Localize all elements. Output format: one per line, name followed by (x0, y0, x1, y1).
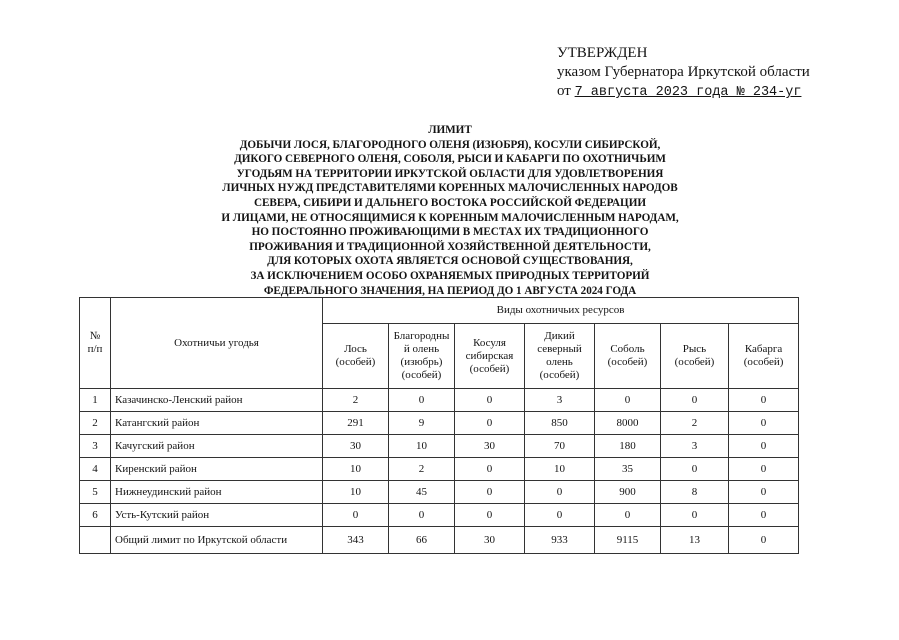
limit-value: 0 (389, 504, 455, 527)
limit-value: 0 (323, 504, 389, 527)
column-header: Косуля сибирская (особей) (455, 324, 525, 389)
limit-value: 30 (455, 435, 525, 458)
row-number: 6 (80, 504, 111, 527)
limit-value: 0 (729, 527, 799, 554)
limit-value: 30 (323, 435, 389, 458)
approval-stamp (557, 44, 887, 102)
column-header: Лось (особей) (323, 324, 389, 389)
limit-value: 0 (729, 389, 799, 412)
title-line: ЛИЧНЫХ НУЖД ПРЕДСТАВИТЕЛЯМИ КОРЕННЫХ МАЛОЧИСЛЕННЫХ НАРОДОВ (222, 182, 678, 195)
limit-value: 343 (323, 527, 389, 554)
limit-value: 0 (729, 412, 799, 435)
limit-value: 30 (455, 527, 525, 554)
limit-value: 66 (389, 527, 455, 554)
hunting-ground-name: Качугский район (111, 435, 323, 458)
limit-value: 0 (595, 389, 661, 412)
limit-value: 0 (455, 389, 525, 412)
row-number: 3 (80, 435, 111, 458)
limit-value: 35 (595, 458, 661, 481)
title-line: ДОБЫЧИ ЛОСЯ, БЛАГОРОДНОГО ОЛЕНЯ (ИЗЮБРЯ), КОСУЛИ СИБИРСКОЙ, (239, 138, 661, 151)
limit-value: 0 (661, 504, 729, 527)
title-line: ФЕДЕРАЛЬНОГО ЗНАЧЕНИЯ, НА ПЕРИОД ДО 1 АВГУСТА 2024 ГОДА (263, 284, 637, 297)
limit-value: 8 (661, 481, 729, 504)
column-header: Кабарга (особей) (729, 324, 799, 389)
approval-date-prefix: от (557, 83, 571, 99)
header-hunting-grounds: Охотничьи угодья (111, 298, 323, 389)
limit-value: 13 (661, 527, 729, 554)
limit-value: 70 (525, 435, 595, 458)
limit-value: 900 (595, 481, 661, 504)
limit-value: 0 (455, 481, 525, 504)
limit-value: 0 (729, 481, 799, 504)
title-line: ЗА ИСКЛЮЧЕНИЕМ ОСОБО ОХРАНЯЕМЫХ ПРИРОДНЫХ ТЕРРИТОРИЙ (250, 269, 650, 282)
total-row (80, 527, 799, 554)
header-num: № п/п (80, 298, 111, 389)
title-line: ПРОЖИВАНИЯ И ТРАДИЦИОННОЙ ХОЗЯЙСТВЕННОЙ ДЕЯТЕЛЬНОСТИ, (249, 240, 651, 253)
limit-value: 933 (525, 527, 595, 554)
limit-value: 0 (661, 458, 729, 481)
limit-value: 291 (323, 412, 389, 435)
limit-value: 0 (455, 504, 525, 527)
table-row (80, 412, 799, 435)
limit-value: 2 (323, 389, 389, 412)
table-header-row (80, 298, 799, 324)
hunting-ground-name: Нижнеудинский район (111, 481, 323, 504)
row-number: 4 (80, 458, 111, 481)
approval-authority: указом Губернатора Иркутской области (557, 64, 810, 80)
hunting-ground-name: Казачинско-Ленский район (111, 389, 323, 412)
table-row (80, 389, 799, 412)
approval-date-number: 7 августа 2023 года № 234-уг (574, 85, 802, 100)
limit-value: 9115 (595, 527, 661, 554)
table-row (80, 458, 799, 481)
limit-value: 0 (729, 458, 799, 481)
limit-value: 180 (595, 435, 661, 458)
table-row (80, 504, 799, 527)
approval-heading: УТВЕРЖДЕН (557, 45, 648, 61)
approval-date-line (557, 82, 887, 102)
title-line: НО ПОСТОЯННО ПРОЖИВАЮЩИМИ В МЕСТАХ ИХ ТРАДИЦИОННОГО (251, 226, 649, 239)
table-row (80, 435, 799, 458)
limit-value: 10 (323, 458, 389, 481)
limit-value: 0 (455, 412, 525, 435)
limit-value: 45 (389, 481, 455, 504)
title-heading: ЛИМИТ (428, 124, 472, 136)
row-number: 2 (80, 412, 111, 435)
limit-value: 0 (595, 504, 661, 527)
limit-value: 0 (729, 504, 799, 527)
row-number: 5 (80, 481, 111, 504)
title-line: И ЛИЦАМИ, НЕ ОТНОСЯЩИМИСЯ К КОРЕННЫМ МАЛОЧИСЛЕННЫМ НАРОДАМ, (221, 211, 679, 224)
limit-value: 9 (389, 412, 455, 435)
title-line: УГОДЬЯМ НА ТЕРРИТОРИИ ИРКУТСКОЙ ОБЛАСТИ ДЛЯ УДОВЛЕТВОРЕНИЯ (236, 167, 664, 180)
row-number: 1 (80, 389, 111, 412)
column-header: Благородны й олень (изюбрь) (особей) (389, 324, 455, 389)
limit-value: 0 (729, 435, 799, 458)
limit-value: 3 (661, 435, 729, 458)
limit-value: 0 (525, 504, 595, 527)
hunting-ground-name: Усть-Кутский район (111, 504, 323, 527)
title-line: ДИКОГО СЕВЕРНОГО ОЛЕНЯ, СОБОЛЯ, РЫСИ И КАБАРГИ ПО ОХОТНИЧЬИМ (234, 153, 666, 166)
title-line: СЕВЕРА, СИБИРИ И ДАЛЬНЕГО ВОСТОКА РОССИЙСКОЙ ФЕДЕРАЦИИ (253, 196, 647, 209)
table-body (80, 389, 799, 554)
column-header: Рысь (особей) (661, 324, 729, 389)
limit-value: 0 (455, 458, 525, 481)
limit-value: 10 (389, 435, 455, 458)
limit-value: 3 (525, 389, 595, 412)
limit-table (79, 297, 799, 554)
title-line: ДЛЯ КОТОРЫХ ОХОТА ЯВЛЯЕТСЯ ОСНОВОЙ СУЩЕСТВОВАНИЯ, (267, 255, 633, 268)
column-header: Соболь (особей) (595, 324, 661, 389)
limit-value: 850 (525, 412, 595, 435)
limit-value: 10 (323, 481, 389, 504)
row-number (80, 527, 111, 554)
limit-value: 2 (661, 412, 729, 435)
hunting-ground-name: Общий лимит по Иркутской области (111, 527, 323, 554)
header-resource-types: Виды охотничьих ресурсов (323, 298, 799, 324)
limit-value: 10 (525, 458, 595, 481)
column-header: Дикий северный олень (особей) (525, 324, 595, 389)
hunting-ground-name: Киренский район (111, 458, 323, 481)
limit-value: 0 (389, 389, 455, 412)
limit-value: 2 (389, 458, 455, 481)
hunting-ground-name: Катангский район (111, 412, 323, 435)
limit-value: 8000 (595, 412, 661, 435)
limit-value: 0 (661, 389, 729, 412)
table-row (80, 481, 799, 504)
limit-value: 0 (525, 481, 595, 504)
document-title (190, 123, 710, 298)
